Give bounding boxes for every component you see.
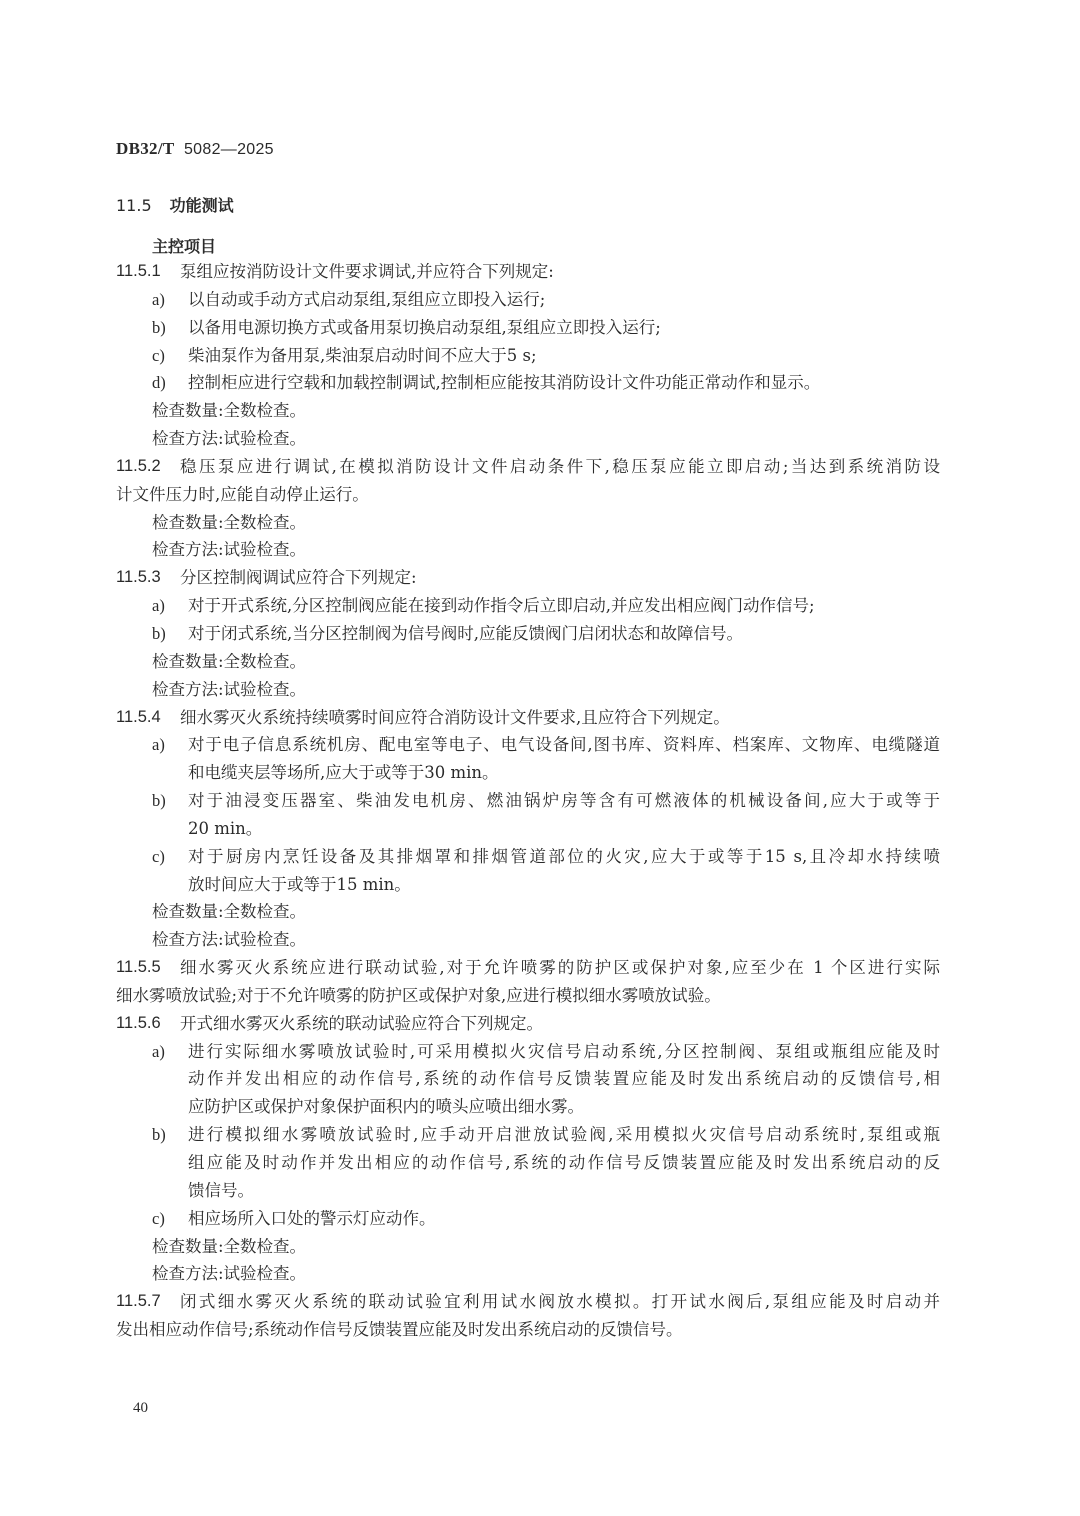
inspection-note [116, 1233, 940, 1261]
line-text: 对于油浸变压器室、柴油发电机房、燃油锅炉房等含有可燃液体的机械设备间,应大于或等于 [188, 791, 940, 811]
line-text: 检查数量:全数检查。 [152, 902, 307, 922]
page-number: 40 [133, 1400, 148, 1416]
line-text: 和电缆夹层等场所,应大于或等于30 min。 [188, 763, 499, 783]
line-text: 相应场所入口处的警示灯应动作。 [188, 1208, 436, 1228]
line-text: 检查方法:试验检查。 [152, 1264, 307, 1284]
list-item-line [116, 759, 940, 787]
clause-number: 11.5.2 [116, 456, 161, 475]
list-item-label: c) [152, 345, 165, 365]
list-item-line [116, 787, 940, 815]
line-text: 以自动或手动方式启动泵组,泵组应立即投入运行; [188, 289, 546, 309]
line-text: 对于厨房内烹饪设备及其排烟罩和排烟管道部位的火灾,应大于或等于15 s,且冷却水持续喷 [188, 846, 940, 866]
subheading: 主控项目 [152, 237, 217, 256]
list-item-label: d) [152, 373, 166, 393]
list-item-line [116, 592, 940, 620]
list-item-line [116, 342, 940, 370]
line-text: 检查数量:全数检查。 [152, 1236, 307, 1256]
line-text: 闭式细水雾灭火系统的联动试验宜利用试水阀放水模拟。打开试水阀后,泵组应能及时启动并 [180, 1292, 940, 1312]
clause-line [116, 704, 940, 732]
list-item-line [116, 815, 940, 843]
line-text: 稳压泵应进行调试,在模拟消防设计文件启动条件下,稳压泵应能立即启动;当达到系统消防设 [180, 456, 940, 476]
clause-number: 11.5.5 [116, 958, 161, 977]
line-text: 以备用电源切换方式或备用泵切换启动泵组,泵组应立即投入运行; [188, 317, 661, 337]
clause-number: 11.5.6 [116, 1013, 161, 1032]
inspection-note [116, 425, 940, 453]
line-text: 馈信号。 [188, 1180, 254, 1200]
line-text: 检查方法:试验检查。 [152, 679, 307, 699]
clause-line [116, 481, 940, 509]
list-item-label: a) [152, 1041, 165, 1061]
list-item-label: c) [152, 1208, 165, 1228]
inspection-note [116, 926, 940, 954]
line-text: 分区控制阀调试应符合下列规定: [180, 568, 417, 588]
list-item-line [116, 1149, 940, 1177]
inspection-note [116, 1260, 940, 1288]
list-item-label: b) [152, 623, 166, 643]
list-item-label: b) [152, 791, 166, 811]
list-item-line [116, 620, 940, 648]
line-text: 检查方法:试验检查。 [152, 540, 307, 560]
line-text: 对于开式系统,分区控制阀应能在接到动作指令后立即启动,并应发出相应阀门动作信号; [188, 596, 815, 616]
inspection-note [116, 536, 940, 564]
list-item-label: a) [152, 735, 165, 755]
clause-line [116, 564, 940, 592]
line-text: 检查数量:全数检查。 [152, 651, 307, 671]
list-item-line [116, 1038, 940, 1066]
list-item-line [116, 369, 940, 397]
list-item-label: b) [152, 317, 166, 337]
clause-number: 11.5.3 [116, 568, 161, 587]
line-text: 20 min。 [188, 818, 263, 838]
clause-body [116, 258, 940, 1344]
clause-line [116, 1288, 940, 1316]
line-text: 控制柜应进行空载和加载控制调试,控制柜应能按其消防设计文件功能正常动作和显示。 [188, 373, 821, 393]
section-number: 11.5 [116, 196, 152, 215]
list-item-line [116, 1121, 940, 1149]
list-item-label: a) [152, 289, 165, 309]
inspection-note [116, 648, 940, 676]
list-item-label: a) [152, 596, 165, 616]
line-text: 放时间应大于或等于15 min。 [188, 874, 411, 894]
list-item-line [116, 314, 940, 342]
list-item-line [116, 1065, 940, 1093]
clause-line [116, 982, 940, 1010]
line-text: 进行模拟细水雾喷放试验时,应手动开启泄放试验阀,采用模拟火灾信号启动系统时,泵组或瓶 [188, 1125, 940, 1145]
line-text: 细水雾喷放试验;对于不允许喷雾的防护区或保护对象,应进行模拟细水雾喷放试验。 [116, 985, 721, 1005]
clause-line [116, 1010, 940, 1038]
list-item-line [116, 1093, 940, 1121]
line-text: 动作并发出相应的动作信号,系统的动作信号反馈装置应能及时发出系统启动的反馈信号,相 [188, 1069, 940, 1089]
line-text: 泵组应按消防设计文件要求调试,并应符合下列规定: [180, 262, 554, 281]
list-item-label: b) [152, 1125, 166, 1145]
clause-number: 11.5.7 [116, 1292, 161, 1311]
clause-line [116, 258, 940, 286]
list-item-label: c) [152, 846, 165, 866]
line-text: 对于电子信息系统机房、配电室等电子、电气设备间,图书库、资料库、档案库、文物库、电缆隧道 [188, 735, 940, 755]
inspection-note [116, 898, 940, 926]
line-text: 细水雾灭火系统应进行联动试验,对于允许喷雾的防护区或保护对象,应至少在 1 个区进行实际 [180, 958, 940, 978]
clause-line [116, 954, 940, 982]
list-item-line [116, 1205, 940, 1233]
line-text: 细水雾灭火系统持续喷雾时间应符合消防设计文件要求,且应符合下列规定。 [180, 707, 730, 727]
line-text: 发出相应动作信号;系统动作信号反馈装置应能及时发出系统启动的反馈信号。 [116, 1320, 683, 1340]
line-text: 组应能及时动作并发出相应的动作信号,系统的动作信号反馈装置应能及时发出系统启动的反 [188, 1153, 940, 1172]
line-text: 柴油泵作为备用泵,柴油泵启动时间不应大于5 s; [188, 345, 537, 365]
standard-number: 5082—2025 [183, 141, 274, 158]
inspection-note [116, 509, 940, 537]
standard-prefix: DB32/T [116, 139, 175, 158]
line-text: 对于闭式系统,当分区控制阀为信号阀时,应能反馈阀门启闭状态和故障信号。 [188, 623, 743, 643]
line-text: 应防护区或保护对象保护面积内的喷头应喷出细水雾。 [188, 1097, 584, 1117]
inspection-note [116, 676, 940, 704]
list-item-line [116, 871, 940, 899]
clause-number: 11.5.1 [116, 262, 161, 280]
list-item-line [116, 843, 940, 871]
line-text: 开式细水雾灭火系统的联动试验应符合下列规定。 [180, 1013, 543, 1033]
line-text: 计文件压力时,应能自动停止运行。 [116, 484, 369, 504]
section-heading [116, 193, 234, 216]
inspection-note [116, 397, 940, 425]
line-text: 进行实际细水雾喷放试验时,可采用模拟火灾信号启动系统,分区控制阀、泵组或瓶组应能及时 [188, 1041, 940, 1061]
section-title: 功能测试 [169, 196, 234, 215]
clause-number: 11.5.4 [116, 707, 161, 726]
list-item-line [116, 731, 940, 759]
line-text: 检查方法:试验检查。 [152, 429, 307, 449]
clause-line [116, 453, 940, 481]
list-item-line [116, 1177, 940, 1205]
list-item-line [116, 286, 940, 314]
line-text: 检查数量:全数检查。 [152, 401, 307, 421]
document-code [116, 139, 274, 159]
line-text: 检查数量:全数检查。 [152, 512, 307, 532]
line-text: 检查方法:试验检查。 [152, 930, 307, 950]
clause-line [116, 1316, 940, 1344]
